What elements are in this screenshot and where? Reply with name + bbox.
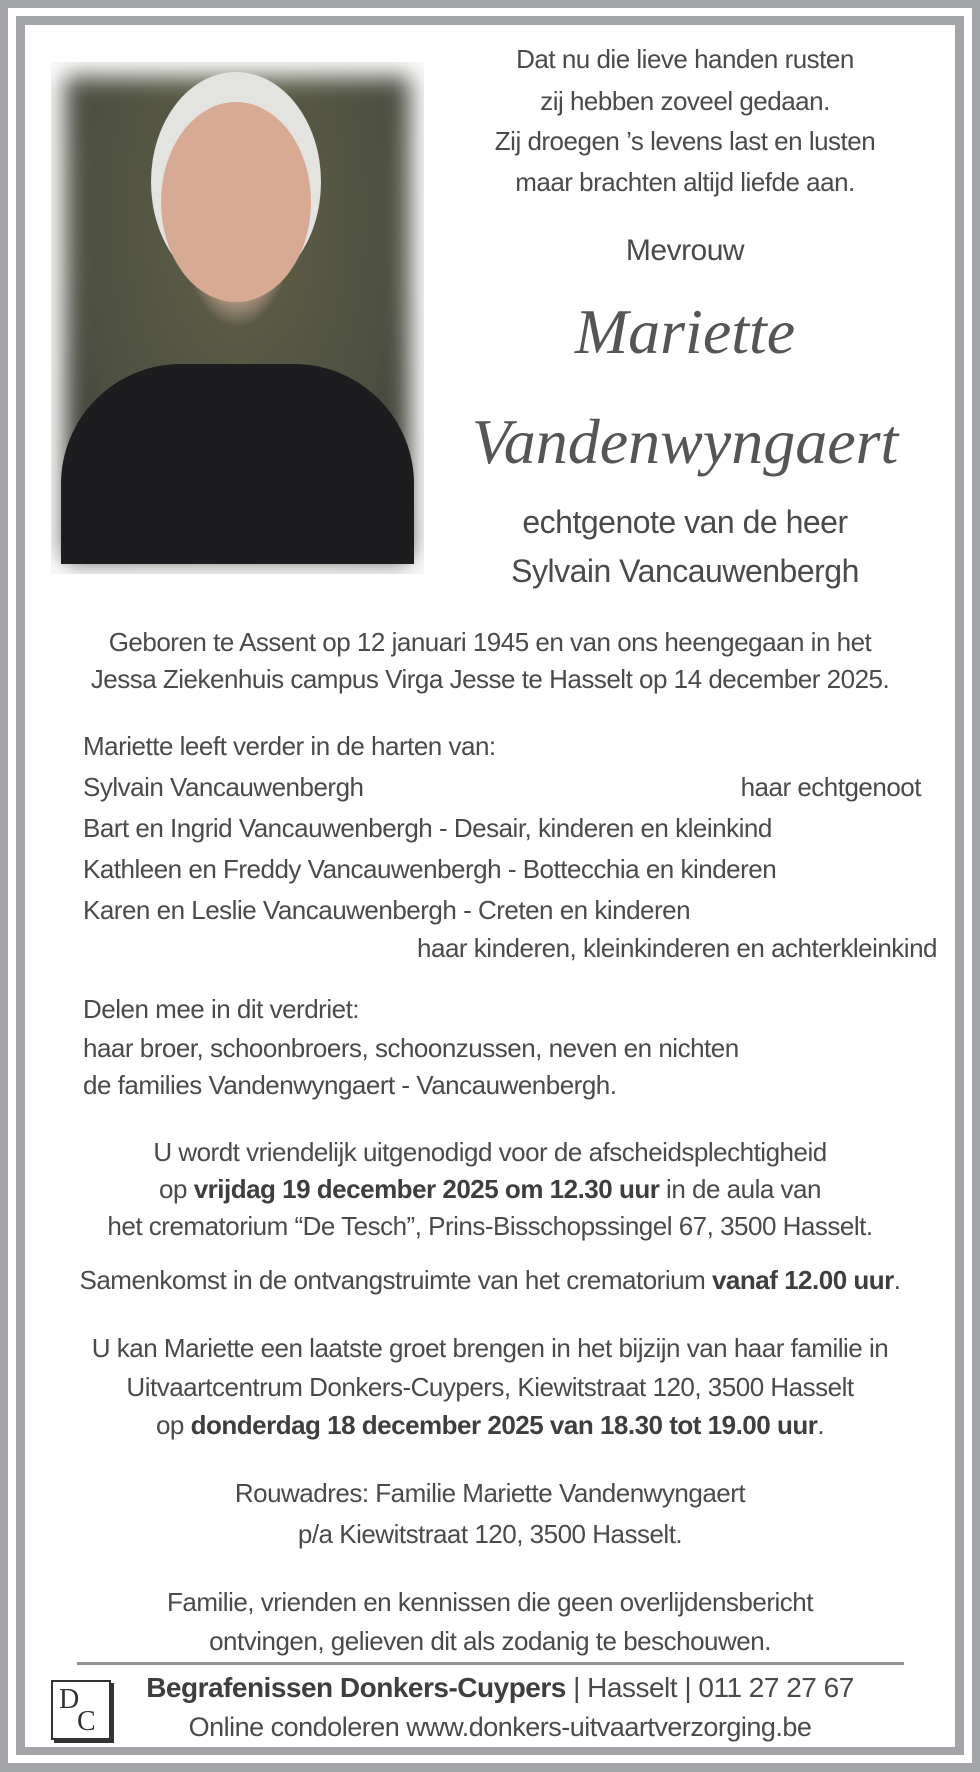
address-line: Rouwadres: Familie Mariette Vandenwyngaert — [234, 1478, 746, 1508]
poem-line: Zij droegen ’s levens last en lusten — [494, 126, 876, 156]
spouse-name: Sylvain Vancauwenbergh — [511, 553, 859, 589]
family-child: Bart en Ingrid Vancauwenbergh - Desair, kinderen en kleinkind — [83, 813, 772, 843]
poem-line: maar brachten altijd liefde aan. — [515, 167, 855, 197]
poem-line: Dat nu die lieve handen rusten — [516, 44, 854, 74]
ceremony-line: op vrijdag 19 december 2025 om 12.30 uur in de aula van — [159, 1174, 821, 1204]
share-line: haar broer, schoonbroers, schoonzussen, neven en nichten — [83, 1033, 739, 1063]
company-name: Begrafenissen Donkers-Cuypers — [146, 1672, 566, 1703]
poem-line: zij hebben zoveel gedaan. — [540, 86, 830, 116]
notice-line: ontvingen, gelieven dit als zodanig te beschouwen. — [209, 1626, 771, 1656]
last-name: Vandenwyngaert — [471, 406, 899, 477]
first-name: Mariette — [574, 296, 796, 367]
footer-company-line: Begrafenissen Donkers-Cuypers | Hasselt | 011 27 27 67 — [146, 1672, 854, 1703]
visit-line: U kan Mariette een laatste groet brengen in het bijzijn van haar familie in — [91, 1333, 889, 1363]
share-line: de families Vandenwyngaert - Vancauwenbergh. — [83, 1070, 617, 1100]
spouse-line: echtgenote van de heer — [522, 504, 848, 540]
funeral-home-logo: D C — [51, 1680, 111, 1740]
family-children-role: haar kinderen, kleinkinderen en achterkleinkind — [417, 933, 937, 963]
portrait-photo — [51, 62, 424, 574]
address-line: p/a Kiewitstraat 120, 3500 Hasselt. — [297, 1519, 683, 1549]
gathering-line: Samenkomst in de ontvangstruimte van het crematorium vanaf 12.00 uur. — [79, 1265, 901, 1295]
family-child: Kathleen en Freddy Vancauwenbergh - Bottecchia en kinderen — [83, 854, 777, 884]
visit-line: op donderdag 18 december 2025 van 18.30 tot 19.00 uur. — [155, 1410, 825, 1440]
family-child: Karen en Leslie Vancauwenbergh - Creten en kinderen — [83, 895, 691, 925]
family-husband-role: haar echtgenoot — [740, 772, 921, 802]
family-intro: Mariette leeft verder in de harten van: — [83, 731, 496, 761]
birth-line: Geboren te Assent op 12 januari 1945 en van ons heengegaan in het — [108, 627, 872, 657]
visit-date: donderdag 18 december 2025 van 18.30 tot 19.00 uur — [190, 1410, 818, 1440]
ceremony-date: vrijdag 19 december 2025 om 12.30 uur — [193, 1174, 660, 1204]
birth-line: Jessa Ziekenhuis campus Virga Jesse te Hasselt op 14 december 2025. — [90, 664, 890, 694]
notice-line: Familie, vrienden en kennissen die geen overlijdensbericht — [167, 1587, 813, 1617]
divider — [77, 1662, 904, 1665]
ceremony-line: U wordt vriendelijk uitgenodigd voor de afscheidsplechtigheid — [153, 1137, 827, 1167]
gathering-time: vanaf 12.00 uur — [711, 1265, 894, 1295]
honorific: Mevrouw — [625, 234, 745, 267]
family-husband: Sylvain Vancauwenbergh — [83, 772, 364, 802]
online-condolence[interactable]: Online condoleren www.donkers-uitvaartverzorging.be — [188, 1712, 812, 1742]
ceremony-line: het crematorium “De Tesch”, Prins-Bisschopssingel 67, 3500 Hasselt. — [107, 1211, 873, 1241]
share-line: Delen mee in dit verdriet: — [83, 994, 360, 1024]
visit-line: Uitvaartcentrum Donkers-Cuypers, Kiewitstraat 120, 3500 Hasselt — [126, 1372, 854, 1402]
